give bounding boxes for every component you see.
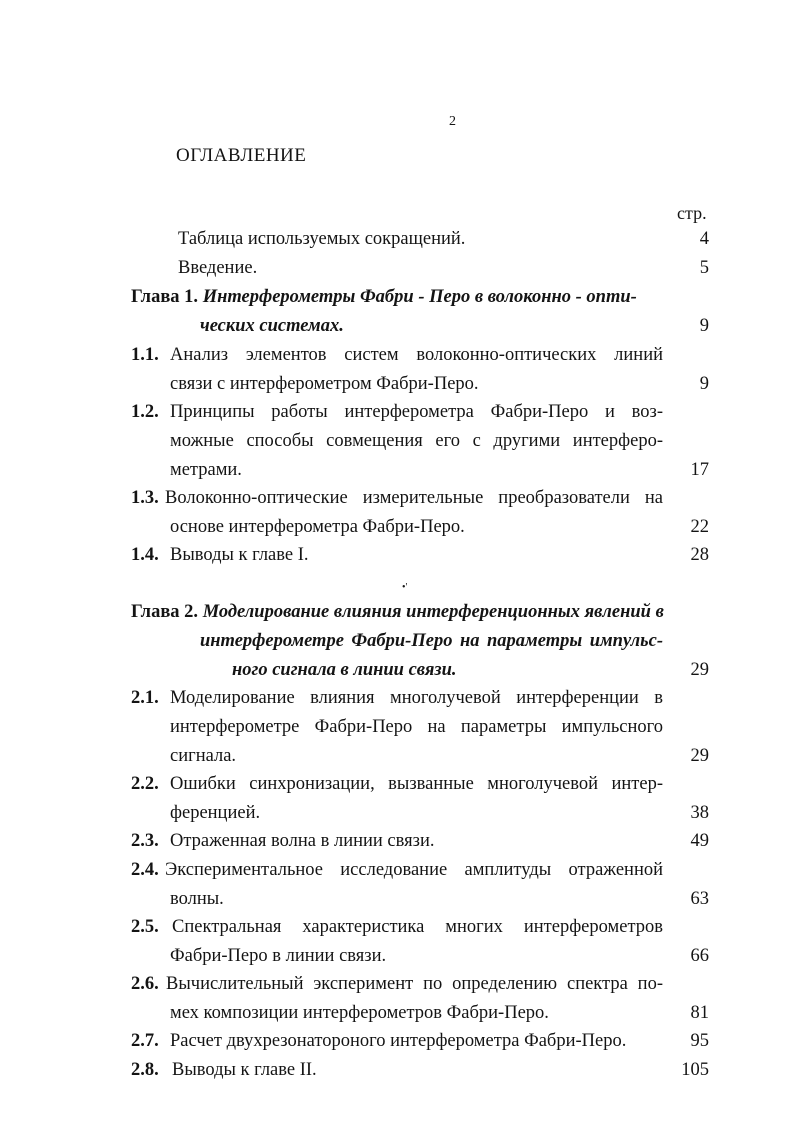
toc-entry-page: 66	[690, 946, 709, 966]
toc-entry-text: Анализ элементов систем волоконно-оптических линий	[170, 345, 663, 365]
stray-mark: •'	[402, 582, 408, 593]
toc-entry-text: ференцией.	[170, 803, 261, 823]
chapter-number: Глава 2.	[131, 602, 199, 622]
chapter-title-line: ного сигнала в линии связи.	[232, 660, 457, 680]
toc-entry-page: 28	[690, 545, 709, 565]
section-number: 1.4.	[131, 545, 159, 565]
section-number: 2.4.	[131, 860, 159, 880]
toc-entry-page: 17	[690, 460, 709, 480]
chapter-title-line: ческих системах.	[200, 316, 344, 336]
toc-entry-text: Вычислительный эксперимент по определению спектра по-	[166, 974, 663, 994]
chapter-title-line: Моделирование влияния интерференционных явлений в	[202, 602, 664, 622]
toc-entry-text: Волоконно-оптические измерительные преобразователи на	[165, 488, 663, 508]
chapter-title-line: интерферометре Фабри-Перо на параметры импульс-	[200, 631, 663, 651]
toc-entry-text: Моделирование влияния многолучевой интерференции в	[170, 688, 663, 708]
toc-entry-page: 9	[699, 316, 709, 336]
section-number: 1.2.	[131, 402, 159, 422]
toc-entry-page: 95	[690, 1031, 709, 1051]
toc-entry-text: Выводы к главе II.	[172, 1060, 317, 1080]
toc-entry-text: Принципы работы интерферометра Фабри-Перо и воз-	[170, 402, 663, 422]
chapter-number: Глава 1.	[131, 287, 199, 307]
section-number: 2.2.	[131, 774, 159, 794]
toc-entry-text: сигнала.	[170, 746, 237, 766]
toc-entry-text: Экспериментальное исследование амплитуды отраженной	[165, 860, 663, 880]
section-number: 2.6.	[131, 974, 159, 994]
toc-entry-text: Ошибки синхронизации, вызванные многолучевой интер-	[170, 774, 663, 794]
toc-entry-text: Фабри-Перо в линии связи.	[170, 946, 387, 966]
toc-entry-page: 63	[690, 889, 709, 909]
toc-entry-text: Таблица используемых сокращений.	[178, 229, 466, 249]
toc-entry-text: метрами.	[170, 460, 242, 480]
section-number: 2.5.	[131, 917, 159, 937]
toc-entry-page: 105	[681, 1060, 709, 1080]
page-column-label: стр.	[677, 203, 707, 223]
toc-entry-text: Расчет двухрезонатороного интерферометра Фабри-Перо.	[170, 1031, 627, 1051]
toc-title: ОГЛАВЛЕНИЕ	[176, 145, 307, 166]
page-number: 2	[449, 114, 456, 129]
toc-entry-text: связи с интерферометром Фабри-Перо.	[170, 374, 479, 394]
toc-entry-page: 22	[690, 517, 709, 537]
toc-entry-text: можные способы совмещения его с другими интерферо-	[170, 431, 663, 451]
toc-entry-page: 4	[699, 229, 709, 249]
toc-entry-page: 81	[690, 1003, 709, 1023]
chapter-title-line: Интерферометры Фабри - Перо в волоконно - опти-	[202, 287, 637, 307]
toc-entry-page: 9	[699, 374, 709, 394]
toc-entry-page: 29	[690, 660, 709, 680]
toc-entry-text: мех композиции интерферометров Фабри-Перо.	[170, 1003, 549, 1023]
section-number: 2.8.	[131, 1060, 159, 1080]
section-number: 1.1.	[131, 345, 159, 365]
toc-entry-text: Введение.	[178, 258, 258, 278]
section-number: 2.1.	[131, 688, 159, 708]
toc-entry-text: Выводы к главе I.	[170, 545, 309, 565]
toc-entry-text: интерферометре Фабри-Перо на параметры импульсного	[170, 717, 663, 737]
toc-entry-page: 38	[690, 803, 709, 823]
toc-entry-page: 5	[699, 258, 709, 278]
section-number: 2.7.	[131, 1031, 159, 1051]
toc-entry-page: 29	[690, 746, 709, 766]
section-number: 1.3.	[131, 488, 159, 508]
section-number: 2.3.	[131, 831, 159, 851]
toc-entry-text: Спектральная характеристика многих интерферометров	[172, 917, 663, 937]
toc-entry-text: Отраженная волна в линии связи.	[170, 831, 435, 851]
toc-entry-text: волны.	[170, 889, 224, 909]
toc-entry-text: основе интерферометра Фабри-Перо.	[170, 517, 465, 537]
toc-entry-page: 49	[690, 831, 709, 851]
